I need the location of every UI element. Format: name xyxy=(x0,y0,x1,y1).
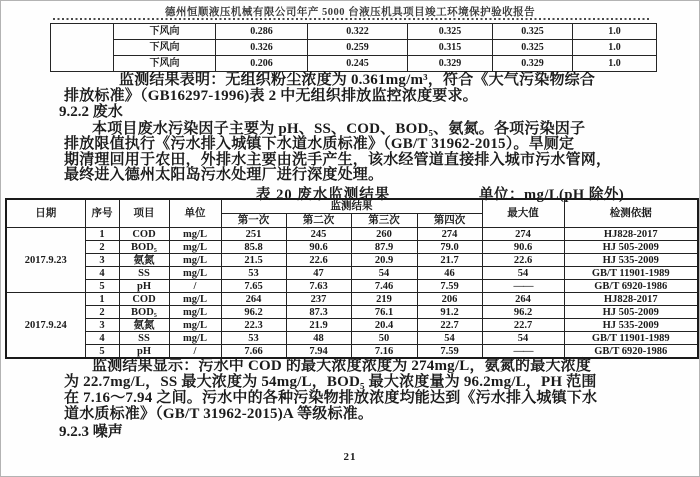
cell: HJ 505-2009 xyxy=(564,306,698,319)
cell: SS xyxy=(119,267,169,280)
cell: 85.8 xyxy=(221,241,286,254)
cell: 22.3 xyxy=(221,319,286,332)
header-cell-round4: 第四次 xyxy=(417,214,482,228)
cell: 96.2 xyxy=(482,306,564,319)
cell: 0.325 xyxy=(493,40,573,56)
cell: 76.1 xyxy=(351,306,417,319)
cell: 1 xyxy=(85,228,119,241)
cell: 下风向 xyxy=(114,24,216,40)
monitoring-result-text-line: 为 22.7mg/L，SS 最大浓度为 54mg/L，BOD₅ 最大浓度量为 96.2mg/L，PH 范围 xyxy=(64,374,597,390)
header-cell-max: 最大值 xyxy=(482,199,564,228)
cell: 53 xyxy=(221,267,286,280)
header-cell-item: 项目 xyxy=(119,199,169,228)
cell: 氨氮 xyxy=(119,319,169,332)
table20-caption-row xyxy=(1,183,700,203)
cell: / xyxy=(169,345,221,359)
table-row xyxy=(6,293,698,306)
table-row xyxy=(6,345,698,359)
cell: 7.16 xyxy=(351,345,417,359)
date-cell: 2017.9.23 xyxy=(6,228,85,293)
cell: HJ 535-2009 xyxy=(564,319,698,332)
cell: mg/L xyxy=(169,241,221,254)
cell: 下风向 xyxy=(114,40,216,56)
header-cell-unit: 单位 xyxy=(169,199,221,228)
cell: 0.326 xyxy=(216,40,308,56)
cell-no-value-dash: —— xyxy=(482,280,564,293)
cell: 251 xyxy=(221,228,286,241)
cell: BOD₅ xyxy=(119,241,169,254)
cell: BOD₅ xyxy=(119,306,169,319)
wastewater-monitoring-table xyxy=(5,198,699,359)
cell: / xyxy=(169,280,221,293)
cell: 22.6 xyxy=(482,254,564,267)
cell: mg/L xyxy=(169,332,221,345)
header-cell-results: 监测结果 xyxy=(221,199,482,214)
cell: 245 xyxy=(286,228,351,241)
table-row xyxy=(51,24,657,40)
merged-empty-cell xyxy=(51,24,114,72)
cell: 2 xyxy=(85,306,119,319)
header-cell-seq: 序号 xyxy=(85,199,119,228)
cell: 0.329 xyxy=(408,56,493,72)
cell: 87.9 xyxy=(351,241,417,254)
cell: 7.65 xyxy=(221,280,286,293)
table-row xyxy=(6,280,698,293)
cell: 5 xyxy=(85,345,119,359)
monitoring-result-text-line: 监测结果显示：污水中 COD 的最大浓度浓度为 274mg/L，氨氮的最大浓度 xyxy=(92,358,592,374)
cell: 219 xyxy=(351,293,417,306)
header-divider-dotted-line xyxy=(53,18,649,20)
cell: 87.3 xyxy=(286,306,351,319)
cell: 264 xyxy=(482,293,564,306)
dust-result-text-line: 排放标准》（GB16297-1996)表 2 中无组织排放监控浓度要求。 xyxy=(64,88,478,104)
table-row xyxy=(6,254,698,267)
cell: 21.9 xyxy=(286,319,351,332)
cell: 206 xyxy=(417,293,482,306)
cell: 1.0 xyxy=(573,40,657,56)
cell: 氨氮 xyxy=(119,254,169,267)
cell: GB/T 11901-1989 xyxy=(564,267,698,280)
cell: mg/L xyxy=(169,228,221,241)
cell: COD xyxy=(119,293,169,306)
header-cell-round2: 第二次 xyxy=(286,214,351,228)
page-number: 21 xyxy=(343,451,357,463)
cell: 0.245 xyxy=(308,56,408,72)
dust-result-text-line: 监测结果表明：无组织粉尘浓度为 0.361mg/m³，符合《大气污染物综合 xyxy=(119,72,596,88)
cell: 20.4 xyxy=(351,319,417,332)
wastewater-text-line: 本项目废水污染因子主要为 pH、SS、COD、BOD₅、氨氮。各项污染因子 xyxy=(92,120,586,137)
header-cell-round1: 第一次 xyxy=(221,214,286,228)
cell: 1 xyxy=(85,293,119,306)
table-row xyxy=(6,319,698,332)
section-heading-923: 9.2.3 噪声 xyxy=(59,424,123,440)
table-row xyxy=(6,306,698,319)
table-row xyxy=(6,267,698,280)
monitoring-result-text-line: 在 7.16～7.94 之间。污水中的各种污染物排放浓度均能达到《污水排入城镇下水 xyxy=(64,390,598,406)
cell: 54 xyxy=(482,332,564,345)
cell: 下风向 xyxy=(114,56,216,72)
cell: GB/T 6920-1986 xyxy=(564,345,698,359)
cell: 5 xyxy=(85,280,119,293)
cell: pH xyxy=(119,280,169,293)
cell: 4 xyxy=(85,267,119,280)
cell: 91.2 xyxy=(417,306,482,319)
cell: GB/T 11901-1989 xyxy=(564,332,698,345)
section-heading-922: 9.2.2 废水 xyxy=(59,104,123,120)
dust-monitoring-continuation-table xyxy=(50,23,657,72)
wastewater-text-line: 最终进入德州太阳岛污水处理厂进行深度处理。 xyxy=(64,167,384,183)
cell: 274 xyxy=(482,228,564,241)
table20-caption: 表 20 废水监测结果 xyxy=(256,187,391,203)
cell: mg/L xyxy=(169,319,221,332)
cell: 1.0 xyxy=(573,24,657,40)
cell: HJ828-2017 xyxy=(564,228,698,241)
cell: 264 xyxy=(221,293,286,306)
cell: 0.322 xyxy=(308,24,408,40)
cell: 7.63 xyxy=(286,280,351,293)
cell: 90.6 xyxy=(482,241,564,254)
header-cell-round3: 第三次 xyxy=(351,214,417,228)
cell: 7.59 xyxy=(417,280,482,293)
cell: mg/L xyxy=(169,254,221,267)
cell: 0.325 xyxy=(493,24,573,40)
table-header-row xyxy=(6,199,698,214)
cell: 53 xyxy=(221,332,286,345)
cell: 7.59 xyxy=(417,345,482,359)
cell: GB/T 6920-1986 xyxy=(564,280,698,293)
cell: 50 xyxy=(351,332,417,345)
cell: 54 xyxy=(482,267,564,280)
cell: 274 xyxy=(417,228,482,241)
wastewater-text-line: 排放限值执行《污水排入城镇下水道水质标准》（GB/T 31962-2015）。旱厕定 xyxy=(64,136,575,152)
cell: 0.259 xyxy=(308,40,408,56)
cell: pH xyxy=(119,345,169,359)
cell: 0.315 xyxy=(408,40,493,56)
cell: 22.6 xyxy=(286,254,351,267)
table-row xyxy=(51,56,657,72)
cell: 54 xyxy=(417,332,482,345)
cell: 22.7 xyxy=(482,319,564,332)
cell: SS xyxy=(119,332,169,345)
date-cell: 2017.9.24 xyxy=(6,293,85,359)
cell: 3 xyxy=(85,254,119,267)
cell: COD xyxy=(119,228,169,241)
cell: 90.6 xyxy=(286,241,351,254)
header-cell-basis: 检测依据 xyxy=(564,199,698,228)
cell: 0.286 xyxy=(216,24,308,40)
cell: 7.94 xyxy=(286,345,351,359)
cell: mg/L xyxy=(169,293,221,306)
cell: HJ 535-2009 xyxy=(564,254,698,267)
cell: 48 xyxy=(286,332,351,345)
cell: 21.7 xyxy=(417,254,482,267)
cell: 4 xyxy=(85,332,119,345)
cell: 237 xyxy=(286,293,351,306)
cell: 20.9 xyxy=(351,254,417,267)
cell: 3 xyxy=(85,319,119,332)
cell: mg/L xyxy=(169,267,221,280)
monitoring-result-text-line: 道水质标准》（GB/T 31962-2015)A 等级标准。 xyxy=(64,406,374,422)
cell: 79.0 xyxy=(417,241,482,254)
cell: 7.66 xyxy=(221,345,286,359)
cell: 54 xyxy=(351,267,417,280)
cell: 22.7 xyxy=(417,319,482,332)
header-cell-date: 日期 xyxy=(6,199,85,228)
cell: HJ 505-2009 xyxy=(564,241,698,254)
table-row xyxy=(6,332,698,345)
wastewater-text-line: 期清理回用于农田，外排水主要由洗手产生，该水经管道直接排入城市污水管网， xyxy=(64,151,612,168)
cell: 21.5 xyxy=(221,254,286,267)
cell: HJ828-2017 xyxy=(564,293,698,306)
table-row xyxy=(6,228,698,241)
table-row xyxy=(51,40,657,56)
cell: 260 xyxy=(351,228,417,241)
cell: 0.325 xyxy=(408,24,493,40)
cell: 1.0 xyxy=(573,56,657,72)
cell: 7.46 xyxy=(351,280,417,293)
cell: 47 xyxy=(286,267,351,280)
cell: 2 xyxy=(85,241,119,254)
cell: 0.206 xyxy=(216,56,308,72)
table20-unit-note: 单位：mg/L(pH 除外) xyxy=(479,187,625,203)
cell: 46 xyxy=(417,267,482,280)
cell: 0.329 xyxy=(493,56,573,72)
cell-no-value-dash: —— xyxy=(482,345,564,359)
cell: mg/L xyxy=(169,306,221,319)
report-header-title: 德州恒顺液压机械有限公司年产 5000 台液压机具项目竣工环境保护验收报告 xyxy=(164,7,536,18)
table-row xyxy=(6,241,698,254)
cell: 96.2 xyxy=(221,306,286,319)
